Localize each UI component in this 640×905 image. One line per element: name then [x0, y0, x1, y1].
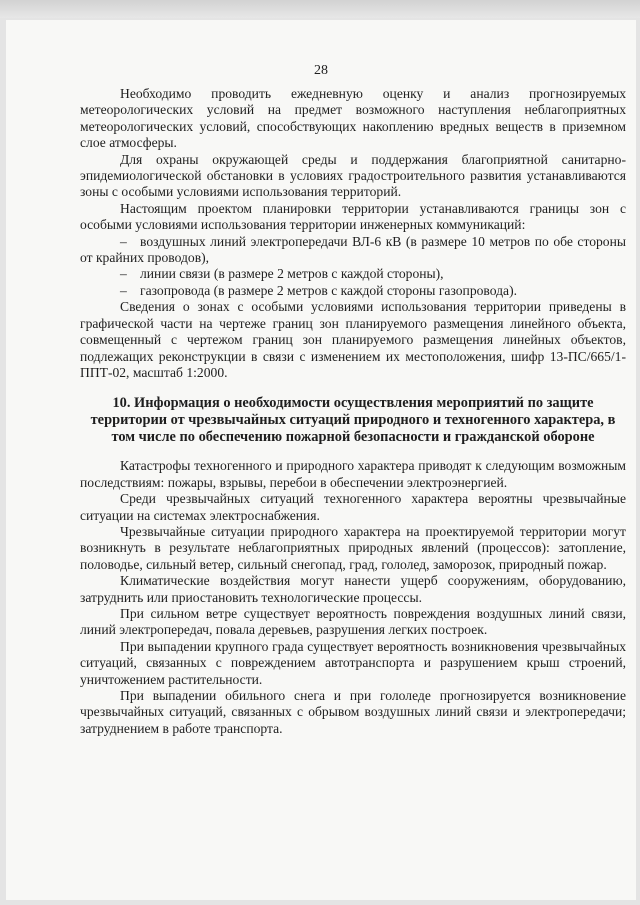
paragraph-technogenic-emergencies: Среди чрезвычайных ситуаций техногенного характера вероятны чрезвычайные ситуации на системах электроснабжения. [80, 491, 626, 523]
list-item-text: воздушных линий электропередачи ВЛ-6 кВ (в размере 10 метров по обе стороны от крайних проводов), [80, 233, 626, 266]
list-item-power-lines [80, 234, 626, 267]
paragraph-strong-wind: При сильном ветре существует вероятность повреждения воздушных линий связи, линий электропередач, повала деревьев, разрушения легких построек. [80, 605, 626, 638]
paragraph-disaster-consequences: Катастрофы техногенного и природного характера приводят к следующим возможным последствиям: пожары, взрывы, перебои в обеспечении электроэнергией. [80, 458, 626, 490]
paragraph-hail: При выпадении крупного града существует вероятность возникновения чрезвычайных ситуаций, связанных с повреждением автотранспорта и разрушением крыш строений, уничтожением растительности. [80, 638, 626, 687]
document-page [6, 20, 636, 900]
section-emergency-body [80, 458, 626, 737]
paragraph-natural-emergencies: Чрезвычайные ситуации природного характера на проектируемой территории могут возникнуть в результате неблагоприятных природных явлений (процессов): затопление, половодье, сильный ветер, сильный снегопад, град, гололед, заморозок, природный пожар. [80, 523, 626, 572]
list-item-gas-pipeline [80, 283, 626, 299]
paragraph-zone-boundaries: Настоящим проектом планировки территории устанавливаются границы зон с особыми условиями использования территории инженерных коммуникаций: [80, 200, 626, 233]
scan-top-edge [0, 0, 640, 18]
page-number: 28 [314, 63, 328, 78]
paragraph-zone-info-reference: Сведения о зонах с особыми условиями использования территории приведены в графической части на чертеже границ зон планируемого размещения линейного объекта, совмещенный с чертежом границ зон планируемого размещения линейных объектов, подлежащих реконструкции в связи с изменением их местоположения, шифр 13-ПС/665/1-ППТ-02, масштаб 1:2000. [80, 299, 626, 380]
document-body [80, 86, 626, 737]
paragraph-heavy-snow: При выпадении обильного снега и при гололеде прогнозируется возникновение чрезвычайных ситуаций, связанных с обрывом воздушных линий связи и электропередачи; затруднением в работе транспорта. [80, 688, 626, 736]
paragraph-weather-assessment: Необходимо проводить ежедневную оценку и анализ прогнозируемых метеорологических условий на предмет возможного наступления неблагоприятных метеорологических условий, способствующих накоплению вредных веществ в приземном слое атмосферы. [80, 86, 626, 151]
list-dash: – [120, 282, 127, 298]
list-dash: – [120, 233, 127, 249]
paragraph-environment-protection: Для охраны окружающей среды и поддержания благоприятной санитарно-эпидемиологической обстановки в условиях градостроительного развития устанавливаются зоны с особыми условиями использования территорий. [80, 151, 626, 200]
paragraph-climatic-impacts: Климатические воздействия могут нанести ущерб сооружениям, оборудованию, затруднить или приостановить технологические процессы. [80, 573, 626, 605]
list-item-communication-lines [80, 266, 626, 282]
list-item-text: газопровода (в размере 2 метров с каждой стороны газопровода). [140, 282, 518, 298]
list-item-text: линии связи (в размере 2 метров с каждой стороны), [140, 266, 444, 282]
list-dash: – [120, 266, 127, 282]
section-heading: 10. Информация о необходимости осуществления мероприятий по защите территории от чрезвычайных ситуаций природного и техногенного характера, в том числе по обеспечению пожарной безопасности и гражданской обороне [90, 395, 616, 446]
